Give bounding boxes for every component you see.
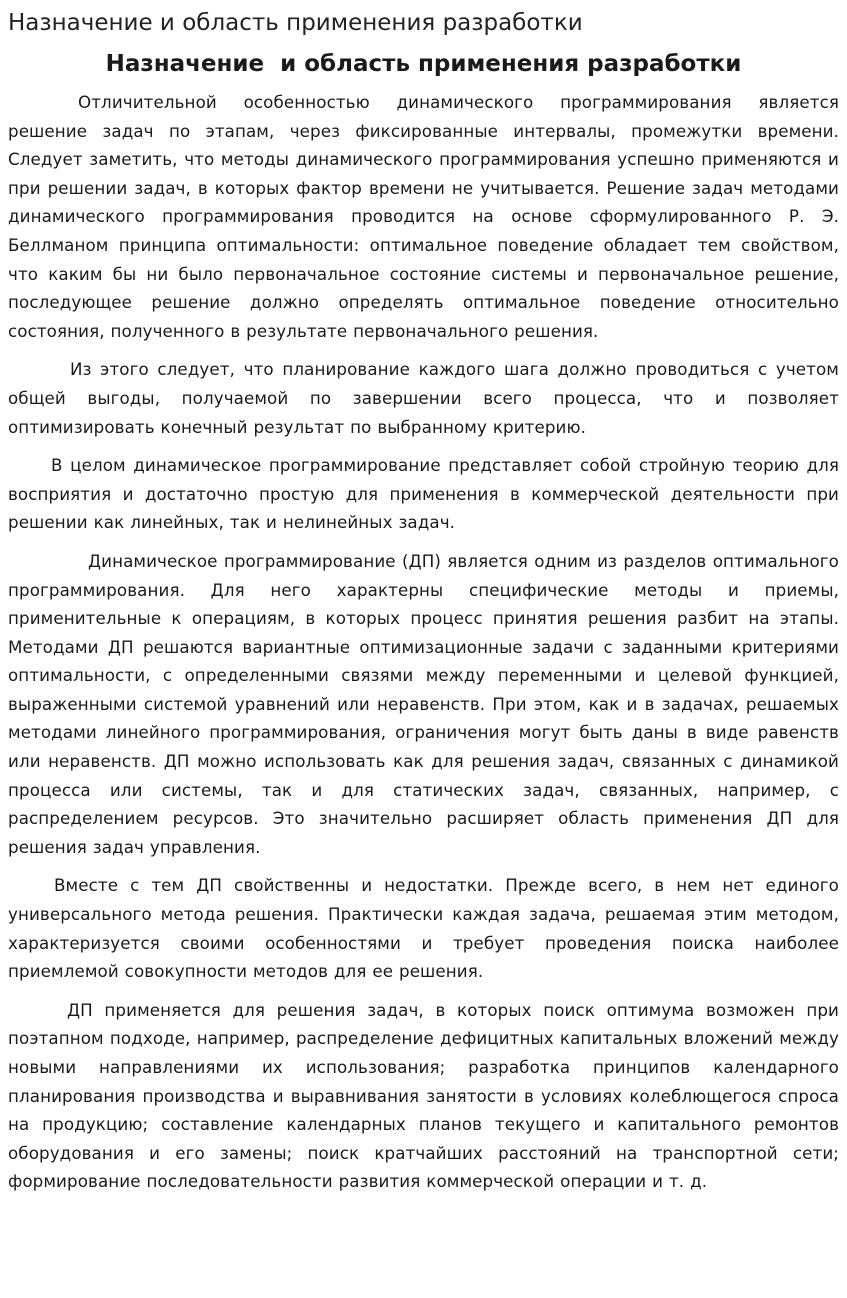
paragraph-1: Отличительной особенностью динамического программирования является решение задач по этапам, через фиксированные интервалы, промежутки времени. Следует заметить, что методы динамического программирования успешно применяются и при решении задач, в которых фактор времени не учитывается. Решение задач методами динамического программирования проводится на основе сформулированного Р. Э. Беллманом принципа оптимальности: оптимальное поведение обладает тем свойством, что каким бы ни было первоначальное состояние системы и первоначальное решение, последующее решение должно определять оптимальное поведение относительно состояния, полученного в результате первоначального решения. [8, 92, 839, 341]
document-title: Назначение и область применения разработки [8, 10, 583, 36]
paragraph-6: ДП применяется для решения задач, в которых поиск оптимума возможен при поэтапном подходе, например, распределение дефицитных капитальных вложений между новыми направлениями их использования; разработка принципов календарного планирования производства и выравнивания занятости в условиях колеблющегося спроса на продукцию; составление календарных планов текущего и капитального ремонтов оборудования и его замены; поиск кратчайших расстояний на транспортной сети; формирование последовательности развития коммерческой операции и т. д. [8, 999, 839, 1192]
paragraph-3: В целом динамическое программирование представляет собой стройную теорию для восприятия и достаточно простую для применения в коммерческой деятельности при решении как линейных, так и нелинейных задач. [8, 455, 839, 533]
paragraph-4: Динамическое программирование (ДП) является одним из разделов оптимального программирования. Для него характерны специфические методы и приемы, применительные к операциям, в которых процесс принятия решения разбит на этапы. Методами ДП решаются вариантные оптимизационные задачи с заданными критериями оптимальности, с определенными связями между переменными и целевой функцией, выраженными системой уравнений или неравенств. При этом, как и в задачах, решаемых методами линейного программирования, ограничения могут быть даны в виде равенств или неравенств. ДП можно использовать как для решения задач, связанных с динамикой процесса или системы, так и для статических задач, связанных, например, с распределением ресурсов. Это значительно расширяет область применения ДП для решения задач управления. [8, 550, 839, 857]
paragraph-5: Вместе с тем ДП свойственны и недостатки. Прежде всего, в нем нет единого универсального метода решения. Практически каждая задача, решаемая этим методом, характеризуется своими особенностями и требует проведения поиска наиболее приемлемой совокупности методов для ее решения. [8, 875, 839, 982]
paragraph-2: Из этого следует, что планирование каждого шага должно проводиться с учетом общей выгоды, получаемой по завершении всего процесса, что и позволяет оптимизировать конечный результат по выбранному критерию. [8, 359, 839, 437]
section-heading: Назначение и область применения разработки [105, 51, 742, 77]
